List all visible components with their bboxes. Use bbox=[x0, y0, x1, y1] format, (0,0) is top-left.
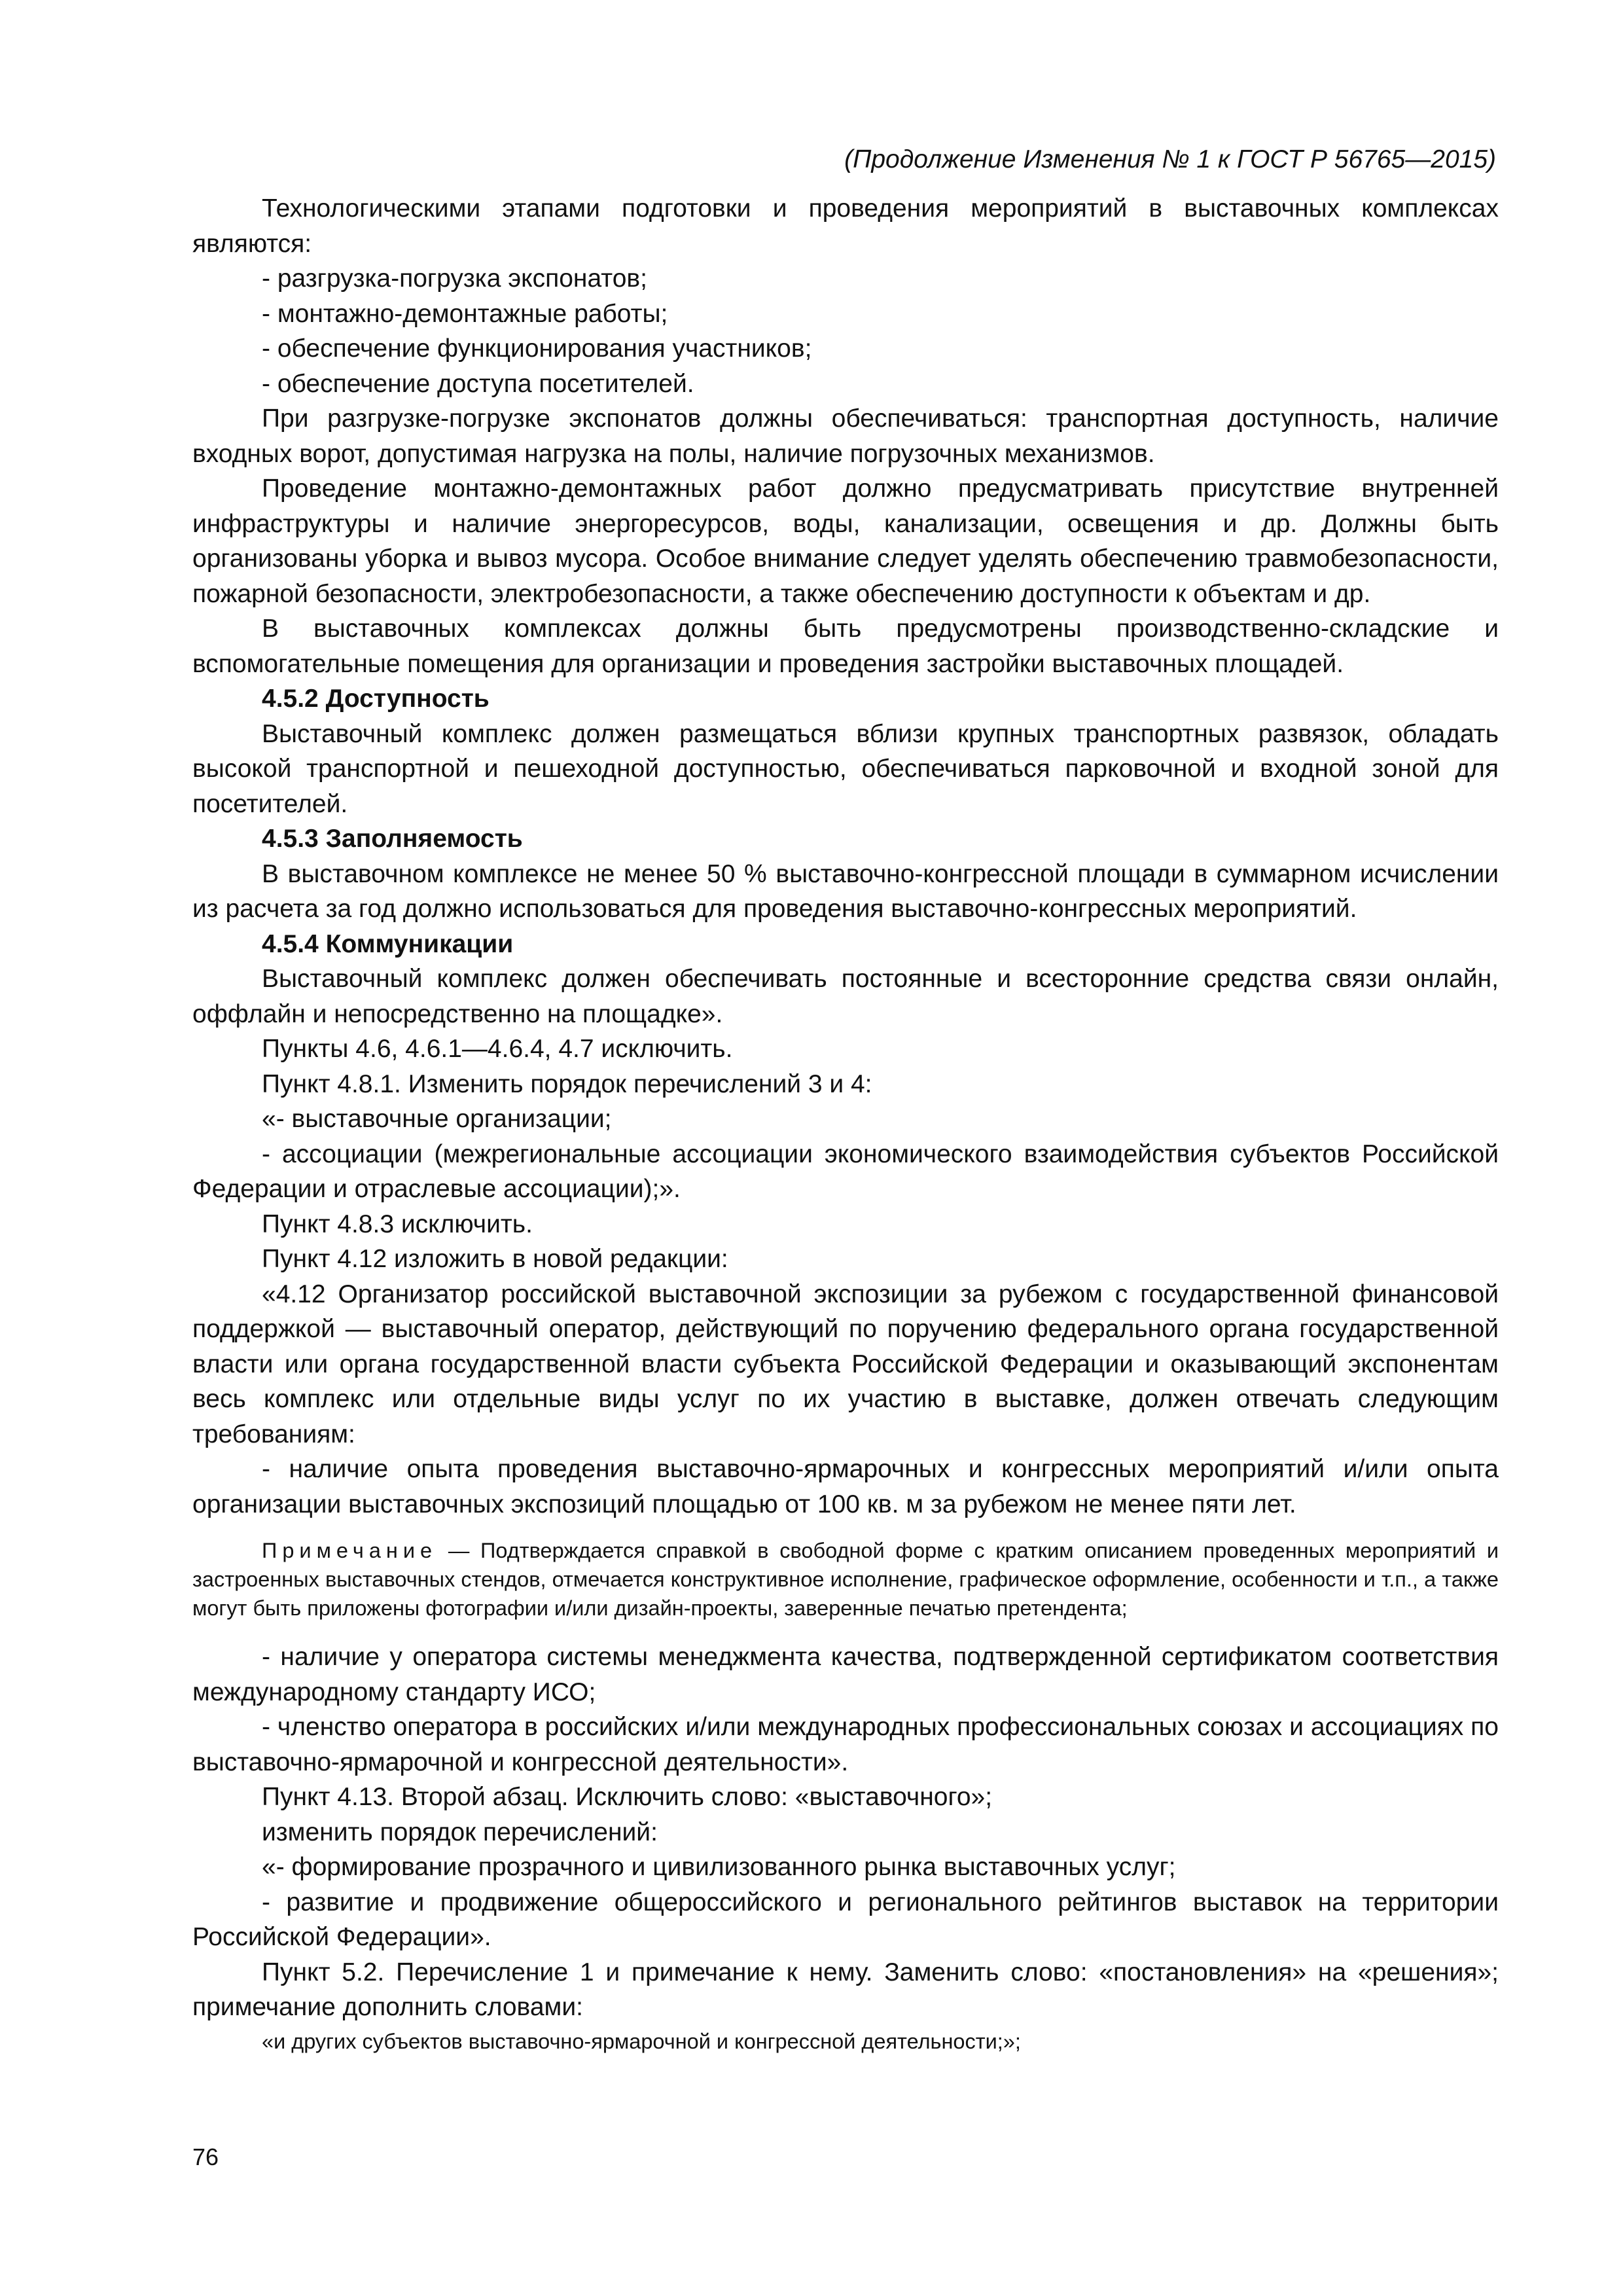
paragraph: изменить порядок перечислений: bbox=[262, 1818, 658, 1846]
paragraph: Пункт 4.8.3 исключить. bbox=[262, 1210, 533, 1238]
section-heading: 4.5.3 Заполняемость bbox=[262, 825, 523, 853]
section-heading: 4.5.2 Доступность bbox=[262, 685, 490, 713]
list-item: - наличие у оператора системы менеджмента качества, подтвержденной сертификатом соответствия международному стандарту ИСО; bbox=[192, 1643, 1499, 1706]
list-item: - обеспечение доступа посетителей. bbox=[262, 369, 694, 398]
list-item: - разгрузка-погрузка экспонатов; bbox=[262, 264, 647, 293]
list-item: - развитие и продвижение общероссийского и регионального рейтингов выставок на территории Российской Федерации». bbox=[192, 1888, 1499, 1951]
paragraph: В выставочных комплексах должны быть предусмотрены производственно-складские и вспомогательные помещения для организации и проведения застройки выставочных площадей. bbox=[192, 615, 1499, 678]
document-page bbox=[192, 143, 1499, 2058]
quoted-addition: «и других субъектов выставочно-ярмарочной и конгрессной деятельности;»; bbox=[262, 2029, 1021, 2053]
paragraph: Пункты 4.6, 4.6.1—4.6.4, 4.7 исключить. bbox=[262, 1035, 733, 1063]
note-text: — Подтверждается справкой в свободной форме с кратким описанием проведенных мероприятий и застроенных выставочных стендов, отмечается конструктивное исполнение, графическое оформление, особенности и т.п., а также могут быть приложены фотографии и/или дизайн-проекты, заверенные печатью претендента; bbox=[192, 1539, 1499, 1620]
paragraph: Технологическими этапами подготовки и проведения мероприятий в выставочных комплексах являются: bbox=[192, 194, 1499, 258]
list-item: «- формирование прозрачного и цивилизованного рынка выставочных услуг; bbox=[262, 1853, 1176, 1881]
paragraph: Пункт 4.12 изложить в новой редакции: bbox=[262, 1245, 728, 1273]
note-block bbox=[192, 1536, 1499, 1623]
page-number: 76 bbox=[192, 2144, 219, 2170]
list-item: - монтажно-демонтажные работы; bbox=[262, 299, 668, 328]
paragraph: Пункт 5.2. Перечисление 1 и примечание к нему. Заменить слово: «постановления» на «решения»; примечание дополнить словами: bbox=[192, 1958, 1499, 2021]
list-item: «- выставочные организации; bbox=[262, 1105, 612, 1133]
note-label: Примечание bbox=[262, 1539, 438, 1562]
running-header: (Продолжение Изменения № 1 к ГОСТ Р 56765—2015) bbox=[844, 145, 1496, 173]
list-item: - членство оператора в российских и/или международных профессиональных союзах и ассоциациях по выставочно-ярмарочной и конгрессной деятельности». bbox=[192, 1713, 1499, 1776]
paragraph: Пункт 4.13. Второй абзац. Исключить слово: «выставочного»; bbox=[262, 1783, 993, 1811]
paragraph: Выставочный комплекс должен размещаться вблизи крупных транспортных развязок, обладать высокой транспортной и пешеходной доступностью, обеспечиваться парковочной и входной зоной для посетителей. bbox=[192, 719, 1499, 818]
section-heading: 4.5.4 Коммуникации bbox=[262, 929, 514, 958]
paragraph: Выставочный комплекс должен обеспечивать постоянные и всесторонние средства связи онлайн, оффлайн и непосредственно на площадке». bbox=[192, 965, 1499, 1028]
paragraph: Пункт 4.8.1. Изменить порядок перечислений 3 и 4: bbox=[262, 1069, 872, 1098]
paragraph: Проведение монтажно-демонтажных работ должно предусматривать присутствие внутренней инфраструктуры и наличие энергоресурсов, воды, канализации, освещения и др. Должны быть организованы уборка и вывоз мусора. Особое внимание следует уделять обеспечению травмобезопасности, пожарной безопасности, электробезопасности, а также обеспечению доступности к объектам и др. bbox=[192, 475, 1499, 608]
paragraph: В выставочном комплексе не менее 50 % выставочно-конгрессной площади в суммарном исчислении из расчета за год должно использоваться для проведения выставочно-конгрессных мероприятий. bbox=[192, 859, 1499, 923]
paragraph: При разгрузке-погрузке экспонатов должны обеспечиваться: транспортная доступность, наличие входных ворот, допустимая нагрузка на полы, наличие погрузочных механизмов. bbox=[192, 404, 1499, 468]
list-item: - наличие опыта проведения выставочно-ярмарочных и конгрессных мероприятий и/или опыта организации выставочных экспозиций площадью от 100 кв. м за рубежом не менее пяти лет. bbox=[192, 1455, 1499, 1518]
body-text-top bbox=[192, 191, 1499, 1522]
body-text-bottom bbox=[192, 1640, 1499, 2025]
list-item: - ассоциации (межрегиональные ассоциации экономического взаимодействия субъектов Российской Федерации и отраслевые ассоциации);». bbox=[192, 1139, 1499, 1203]
paragraph: «4.12 Организатор российской выставочной экспозиции за рубежом с государственной финансовой поддержкой — выставочный оператор, действующий по поручению федерального органа государственной власти или органа государственной власти субъекта Российской Федерации и оказывающий экспонентам весь комплекс или отдельные виды услуг по их участию в выставке, должен отвечать следующим требованиям: bbox=[192, 1280, 1499, 1448]
list-item: - обеспечение функционирования участников; bbox=[262, 334, 812, 363]
